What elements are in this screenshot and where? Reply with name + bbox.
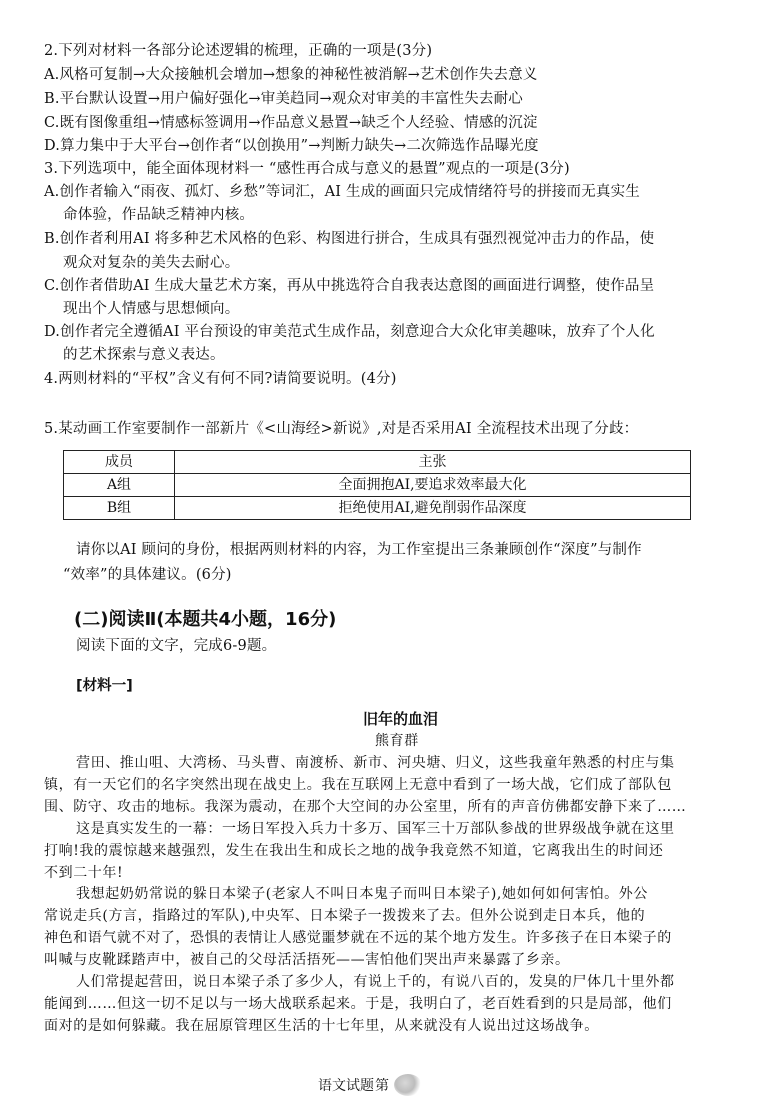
paragraph-line: 镇，有一天它们的名字突然出现在战史上。我在互联网上无意中看到了一场大战，它们成了部队包	[44, 777, 672, 793]
q2-option-d: D.算力集中于大平台→创作者“以创换用”→判断力缺失→二次筛选作品曝光度	[44, 138, 539, 154]
table-header-cell: 成员	[64, 451, 175, 474]
q2-stem: 2.下列对材料一各部分论述逻辑的梳理，正确的一项是(3分)	[44, 43, 433, 59]
q5-table	[63, 450, 691, 520]
paragraph-line: 这是真实发生的一幕：一场日军投入兵力十多万、国军三十万部队参战的世界级战争就在这里	[76, 821, 675, 837]
q5-task-cont: “效率”的具体建议。(6分)	[63, 567, 232, 583]
q2-option-b: B.平台默认设置→用户偏好强化→审美趋同→观众对审美的丰富性失去耐心	[44, 91, 524, 107]
q5-stem: 5.某动画工作室要制作一部新片《<山海经>新说》,对是否采用AI 全流程技术出现了分歧：	[44, 421, 639, 437]
q3-option-d: D.创作者完全遵循AI 平台预设的审美范式生成作品，刻意迎合大众化审美趣味，放弃了个人化	[44, 324, 655, 340]
paragraph-line: 围、防守、攻击的地标。我深为震动，在那个大空间的办公室里，所有的声音仿佛都安静下来了……	[44, 799, 687, 815]
paragraph-line: 常说走兵(方言，指路过的军队),中央军、日本梁子一拨拨来了去。但外公说到走日本兵，他的	[44, 908, 646, 924]
table-cell: 拒绝使用AI,避免削弱作品深度	[175, 497, 691, 520]
paragraph-line: 人们常提起营田，说日本梁子杀了多少人，有说上千的，有说八百的，发臭的尸体几十里外都	[76, 974, 675, 990]
paragraph-line: 面对的是如何躲藏。我在屈原管理区生活的十七年里，从来就没有人说出过这场战争。	[44, 1018, 599, 1034]
q3-option-d-cont: 的艺术探索与意义表达。	[63, 347, 225, 363]
q3-option-a: A.创作者输入“雨夜、孤灯、乡愁”等词汇，AI 生成的画面只完成情绪符号的拼接而无真实生	[44, 184, 641, 200]
table-row	[64, 474, 691, 497]
paragraph-line: 不到二十年!	[44, 865, 124, 881]
article-title: 旧年的血泪	[363, 710, 439, 728]
q3-option-b: B.创作者利用AI 将多种艺术风格的色彩、构图进行拼合，生成具有强烈视觉冲击力的作品，使	[44, 231, 655, 247]
q3-option-c: C.创作者借助AI 生成大量艺术方案，再从中挑选符合自我表达意图的画面进行调整，使作品呈	[44, 278, 655, 294]
paragraph-line: 打响!我的震惊越来越强烈，发生在我出生和成长之地的战争我竟然不知道，它离我出生的时间还	[44, 843, 664, 859]
q3-stem: 3.下列选项中，能全面体现材料一 “感性再合成与意义的悬置”观点的一项是(3分)	[44, 161, 570, 177]
article-author: 熊育群	[375, 733, 419, 749]
paragraph-line: 神色和语气就不对了，恐惧的表情让人感觉噩梦就在不远的某个地方发生。许多孩子在日本梁子的	[44, 930, 672, 946]
table-cell: B组	[64, 497, 175, 520]
paragraph-line: 营田、推山咀、大湾杨、马头曹、南渡桥、新市、河央塘、归义，这些我童年熟悉的村庄与集	[76, 755, 675, 771]
q3-option-a-cont: 命体验，作品缺乏精神内核。	[63, 207, 255, 223]
paragraph-line: 叫喊与皮靴蹂踏声中，被自己的父母活活捂死——害怕他们哭出声来暴露了乡亲。	[44, 952, 570, 968]
table-cell: A组	[64, 474, 175, 497]
q2-option-a: A.风格可复制→大众接触机会增加→想象的神秘性被消解→艺术创作失去意义	[44, 67, 538, 83]
table-header-cell: 主张	[175, 451, 691, 474]
section-instruction: 阅读下面的文字，完成6-9题。	[76, 638, 277, 654]
table-header-row	[64, 451, 691, 474]
q5-task: 请你以AI 顾问的身份，根据两则材料的内容，为工作室提出三条兼顾创作“深度”与制作	[76, 542, 642, 558]
q4-stem: 4.两则材料的“平权”含义有何不同?请简要说明。(4分)	[44, 371, 397, 387]
table-cell: 全面拥抱AI,要追求效率最大化	[175, 474, 691, 497]
material-label: [材料一]	[76, 678, 133, 694]
page-number-smudge	[394, 1074, 422, 1096]
paragraph-line: 我想起奶奶常说的躲日本梁子(老家人不叫日本鬼子而叫日本梁子),她如何如何害怕。外公	[76, 886, 648, 902]
footer-subject: 语文试题	[318, 1078, 374, 1094]
section-heading: (二)阅读Ⅱ(本题共4小题，16分)	[74, 609, 337, 630]
footer-page-prefix: 第	[375, 1078, 389, 1094]
paragraph-line: 能闻到……但这一切不足以与一场大战联系起来。于是，我明白了，老百姓看到的只是局部，他们	[44, 996, 672, 1012]
q2-option-c: C.既有图像重组→情感标签调用→作品意义悬置→缺乏个人经验、情感的沉淀	[44, 115, 538, 131]
table-row	[64, 497, 691, 520]
q3-option-b-cont: 观众对复杂的美失去耐心。	[63, 255, 240, 271]
q3-option-c-cont: 现出个人情感与思想倾向。	[63, 301, 240, 317]
